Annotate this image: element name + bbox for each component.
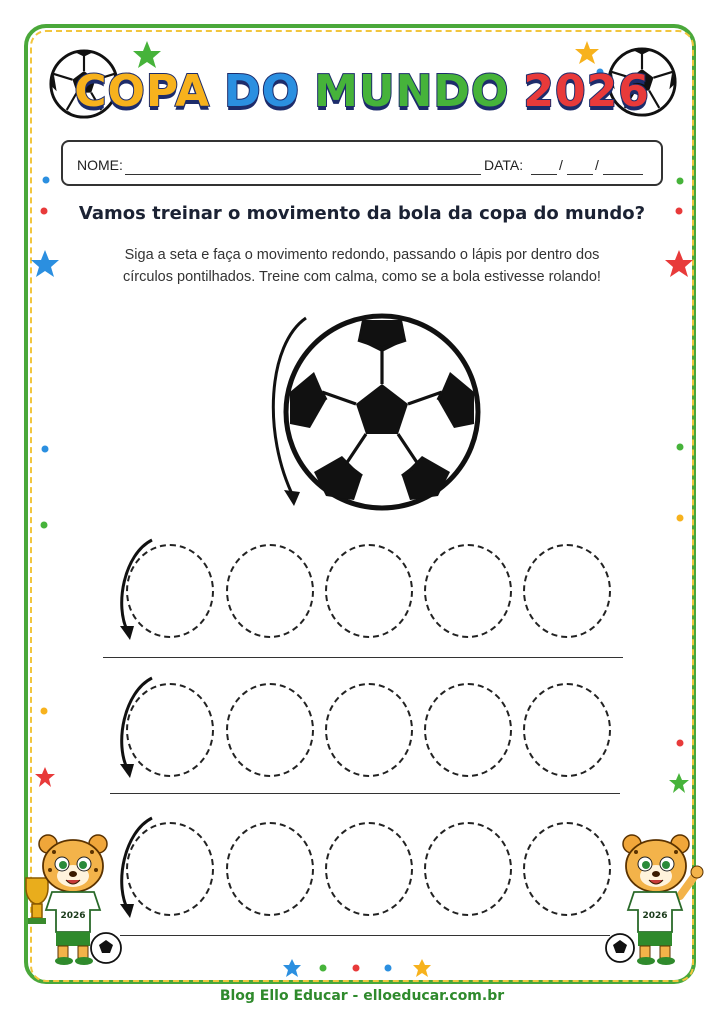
instruction-line: Siga a seta e faça o movimento redondo, passando o lápis por dentro dos (124, 247, 600, 263)
title-word-copa: COPA (74, 66, 211, 117)
date-separator: / (559, 157, 563, 173)
row-baseline (110, 793, 620, 794)
date-label: DATA: (484, 157, 524, 173)
star-icon (664, 249, 694, 279)
title-word-do: DO (224, 66, 301, 117)
row-baseline (120, 935, 610, 936)
tracing-circle[interactable] (126, 683, 214, 777)
mascot-shirt-text: 2026 (60, 911, 86, 921)
tracing-circle[interactable] (126, 822, 214, 916)
footer-credit: Blog Ello Educar - elloeducar.com.br (219, 988, 505, 1004)
tracing-circle[interactable] (523, 822, 611, 916)
tracing-circle[interactable] (424, 683, 512, 777)
trophy-icon (26, 878, 48, 924)
exercise-instructions (70, 244, 654, 288)
tracing-circle[interactable] (325, 544, 413, 638)
date-month-field[interactable] (567, 174, 593, 175)
tracing-circle[interactable] (226, 683, 314, 777)
tracing-circle[interactable] (424, 544, 512, 638)
tracing-circle[interactable] (325, 683, 413, 777)
exercise-heading: Vamos treinar o movimento da bola da copa do mundo? (78, 203, 646, 224)
leopard-mascot-icon (606, 830, 706, 970)
tracing-circle[interactable] (424, 822, 512, 916)
name-date-box (61, 140, 663, 186)
name-field[interactable] (125, 174, 481, 175)
title-word-mundo: MUNDO (314, 66, 510, 117)
name-label: NOME: (77, 157, 123, 173)
tracing-circle[interactable] (226, 544, 314, 638)
tracing-circle[interactable] (126, 544, 214, 638)
star-icon (668, 772, 690, 794)
tracing-circle[interactable] (523, 683, 611, 777)
page-title (74, 62, 650, 122)
leopard-mascot-icon (20, 830, 130, 970)
title-year: 2026 (523, 66, 650, 117)
tracing-circle[interactable] (325, 822, 413, 916)
tracing-circle[interactable] (523, 544, 611, 638)
star-icon (30, 249, 60, 279)
tracing-circle[interactable] (226, 822, 314, 916)
date-day-field[interactable] (531, 174, 557, 175)
star-icon (412, 958, 432, 978)
date-year-field[interactable] (603, 174, 643, 175)
curved-arrow-icon (258, 314, 318, 514)
star-icon (34, 766, 56, 788)
instruction-line: círculos pontilhados. Treine com calma, como se a bola estivesse rolando! (123, 269, 601, 285)
mascot-shirt-text: 2026 (642, 911, 668, 921)
row-baseline (103, 657, 623, 658)
star-icon (282, 958, 302, 978)
date-separator: / (595, 157, 599, 173)
